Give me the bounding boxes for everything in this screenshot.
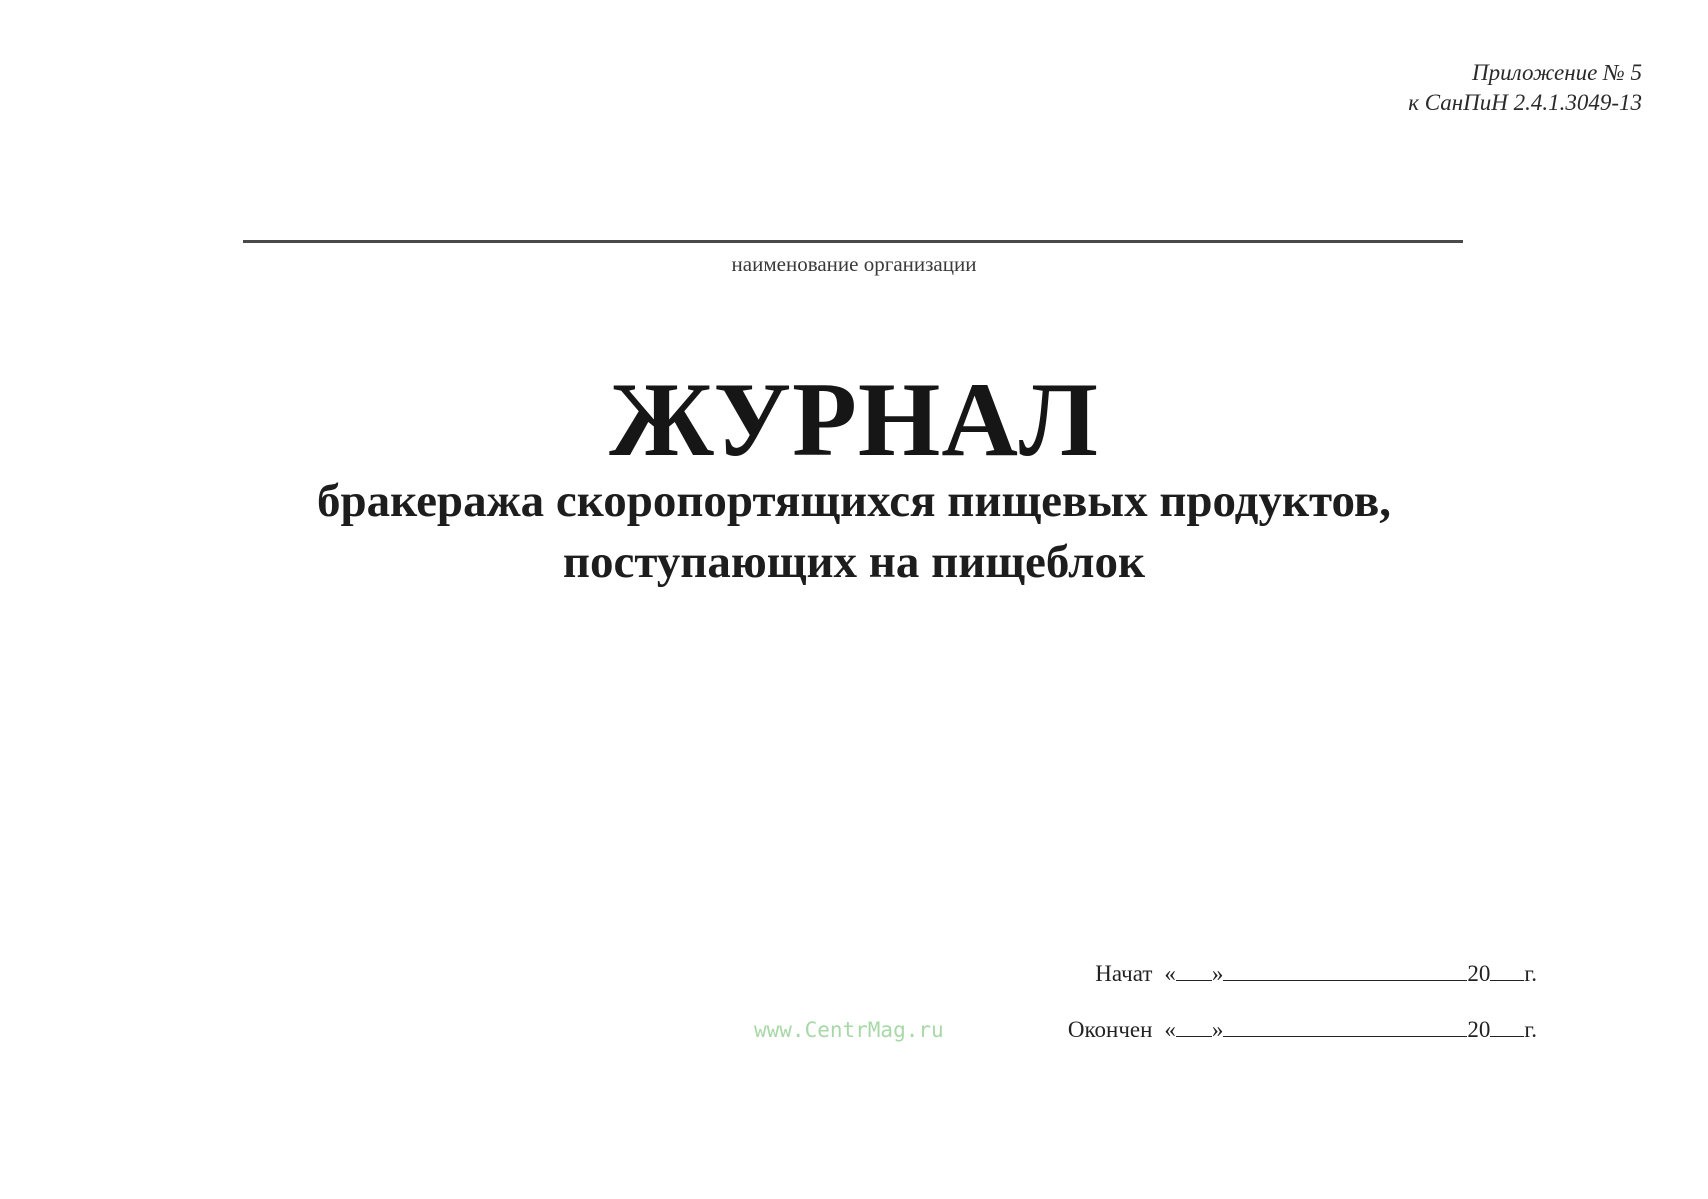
close-quote: »	[1211, 1017, 1224, 1042]
open-quote: «	[1164, 1017, 1176, 1042]
document-title: ЖУРНАЛ	[609, 361, 1099, 478]
subtitle-line-1: бракеража скоропортящихся пищевых продуктов,	[317, 475, 1391, 527]
open-quote: «	[1164, 961, 1176, 986]
document-subtitle	[0, 471, 1708, 593]
watermark: www.CentrMag.ru	[754, 1018, 944, 1042]
start-month-blank	[1223, 960, 1467, 981]
appendix-note	[1408, 58, 1642, 118]
start-year-blank	[1490, 960, 1524, 981]
end-date-label: Окончен	[1067, 1017, 1153, 1042]
start-date-label: Начат	[1095, 961, 1153, 986]
organization-caption: наименование организации	[731, 252, 977, 276]
year-prefix: 20	[1467, 1017, 1491, 1042]
year-suffix: г.	[1524, 1017, 1537, 1042]
start-date-row	[1095, 960, 1537, 987]
close-quote: »	[1211, 961, 1224, 986]
year-suffix: г.	[1524, 961, 1537, 986]
end-day-blank	[1176, 1016, 1212, 1037]
subtitle-line-2: поступающих на пищеблок	[562, 536, 1146, 588]
appendix-number: Приложение № 5	[1472, 60, 1642, 85]
end-date-row	[1068, 1016, 1537, 1043]
appendix-reference: к СанПиН 2.4.1.3049-13	[1408, 90, 1642, 115]
end-month-blank	[1223, 1016, 1467, 1037]
organization-name-line	[243, 240, 1463, 243]
start-day-blank	[1176, 960, 1212, 981]
end-year-blank	[1490, 1016, 1524, 1037]
year-prefix: 20	[1467, 961, 1491, 986]
